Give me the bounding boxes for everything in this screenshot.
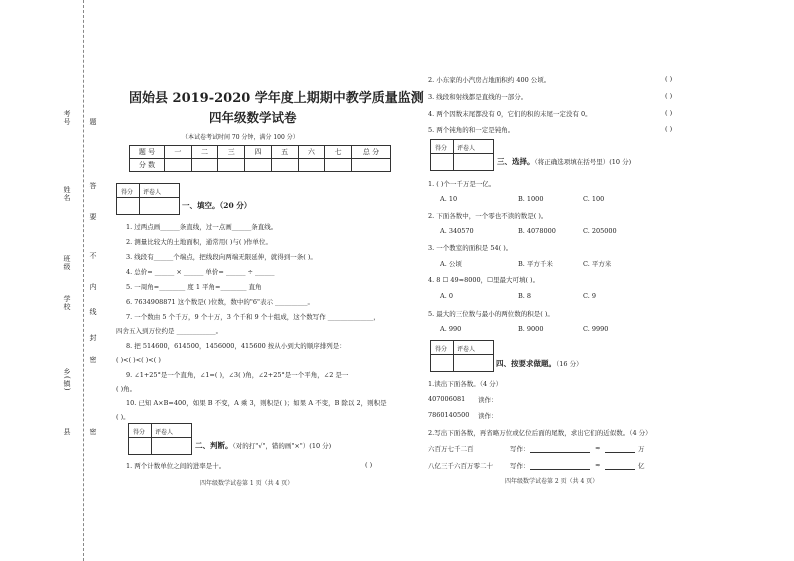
grader-reviewer-label: 评卷人: [143, 189, 162, 196]
sec1-q2: 2. 测量比较大的土地面积，通常用( )与( )作单位。: [126, 238, 273, 246]
exam-note: （本试卷考试时间 70 分钟，满分 100 分）: [182, 134, 299, 141]
sec4-n2: 7860140500: [428, 411, 470, 419]
sec4-yi: 亿: [638, 462, 645, 470]
sec2-q5-paren: ( ): [665, 125, 673, 133]
sec2-q1: 1. 两个计数单位之间的进率是十。: [126, 462, 226, 470]
score-head-2: 二: [191, 146, 218, 159]
sec2-title: [195, 440, 331, 451]
sec3-q1-c: C. 100: [583, 195, 605, 203]
score-cell: [298, 159, 325, 172]
sec2-q2-paren: ( ): [665, 75, 673, 83]
side-yao: 要: [89, 213, 97, 221]
sec4-answer-line: [605, 452, 635, 453]
grader-box-1: [116, 183, 180, 215]
sec3-q3-a: A. 公顷: [440, 260, 462, 268]
sec2-q4-paren: ( ): [665, 109, 673, 117]
sec1-title: 一、填空。（20 分）: [182, 201, 252, 210]
sec4-p1: 1.读出下面各数。（4 分）: [428, 380, 503, 388]
sec1-q8: 8. 把 514600，614500，1456000，415600 按从小到大的顺序排列是：: [126, 342, 346, 350]
score-cell: [245, 159, 272, 172]
sec4-p2: 2.写出下面各数，再省略万位或亿位后面的尾数，求出它们的近似数。（4 分）: [428, 429, 652, 437]
score-head-7: 七: [325, 146, 352, 159]
sec4-title-text: 四、按要求做题。: [496, 359, 556, 368]
sec4-approx-2: ≈: [595, 461, 601, 469]
side-da: 答: [89, 182, 97, 190]
score-cell: [165, 159, 192, 172]
side-bu: 不: [89, 252, 97, 260]
side-nei: 内: [89, 283, 97, 291]
sec3-q4: 4. 8 ☐ 49≈8000，☐里最大可填( )。: [428, 276, 540, 284]
score-head-label: 题 号: [130, 146, 165, 159]
grader-reviewer-label: 评卷人: [457, 346, 476, 353]
sec3-q5-a: A. 990: [440, 325, 462, 333]
exam-subtitle: 四年级数学试卷: [209, 110, 297, 125]
binding-line: [83, 0, 84, 561]
sec4-approx-1: ≈: [595, 444, 601, 452]
score-cell: [352, 159, 391, 172]
sec2-title-text: 二、判断。: [195, 441, 233, 450]
grader-reviewer-label: 评卷人: [155, 429, 174, 436]
sec3-q5-c: C. 9990: [583, 325, 609, 333]
sec1-q9b: ( )角。: [116, 385, 137, 393]
score-head-5: 五: [271, 146, 298, 159]
footer-right: 四年级数学试卷第 2 页（共 4 页）: [505, 478, 599, 485]
sec3-hint: （将正确选项填在括号里）(10 分): [534, 158, 632, 166]
sec3-q5: 5. 最大的三位数与最小的两位数的积是( )。: [428, 310, 554, 318]
score-head-3: 三: [218, 146, 245, 159]
sec1-q9: 9. ∠1+25°是一个直角，∠1=( )，∠3( )角，∠2+25°是一个平角，∠2 是一: [126, 371, 349, 379]
score-cell: [191, 159, 218, 172]
grader-box-4: [430, 340, 494, 372]
side-banji: 班级: [63, 255, 71, 271]
side-mi: 密: [89, 356, 97, 364]
sec1-q5: 5. 一周角=________ 度 1 平角=________ 直角: [126, 283, 262, 291]
sec3-q2: 2. 下面各数中，一个零也不读的数是( )。: [428, 212, 548, 220]
sec4-write-2: 写作：: [510, 462, 530, 470]
side-mi-2: 密: [89, 428, 97, 436]
sec3-q4-c: C. 9: [583, 292, 597, 300]
side-xingming: 姓名: [63, 186, 71, 202]
sec4-read-1: 读作：: [478, 396, 498, 404]
sec3-q2-b: B. 4078000: [518, 227, 556, 235]
sec4-title: [496, 358, 583, 369]
score-head-6: 六: [298, 146, 325, 159]
score-cell: [218, 159, 245, 172]
sec2-hint: （对的打"√"，错的画"×"）(10 分): [232, 442, 332, 450]
exam-title: 固始县 2019-2020 学年度上期期中教学质量监测: [129, 91, 424, 106]
sec3-title: [497, 156, 631, 167]
side-kaohao: 考号: [63, 110, 71, 126]
side-xiangzhen: 乡(镇): [63, 368, 71, 392]
sec3-title-text: 三、选择。: [497, 157, 535, 166]
sec4-wan: 万: [638, 445, 645, 453]
sec3-q3-c: C. 平方米: [583, 260, 612, 268]
sec2-q3-paren: ( ): [665, 92, 673, 100]
sec2-q5: 5. 两个钝角的和一定是钝角。: [428, 126, 515, 134]
sec4-write-1: 写作：: [510, 445, 530, 453]
sec3-q3-b: B. 平方千米: [518, 260, 553, 268]
sec3-q4-b: B. 8: [518, 292, 532, 300]
grader-box-2: [128, 423, 192, 455]
sec4-w1: 六百万七千二百: [428, 445, 474, 453]
sec4-answer-line: [530, 452, 590, 453]
sec4-read-2: 读作：: [478, 412, 498, 420]
side-xian2: 县: [63, 428, 71, 436]
footer-left: 四年级数学试卷第 1 页（共 4 页）: [200, 480, 294, 487]
sec4-answer-line: [530, 469, 590, 470]
side-xuexiao: 学校: [63, 295, 71, 311]
sec3-q1: 1. ( )个一千万是一亿。: [428, 180, 496, 188]
sec2-q3: 3. 线段和射线都是直线的一部分。: [428, 93, 528, 101]
sec1-q6: 6. 7634908871 这个数是( )位数，数中的"6"表示 __________。: [126, 298, 315, 306]
sec1-q10: 10. 已知 A×B=400，如果 B 不变，A 乘 3，则积是( )；如果 A 不变，B 除以 2，则积是: [126, 399, 387, 407]
grader-reviewer-label: 评卷人: [457, 145, 476, 152]
sec1-q1: 1. 过两点画______条直线，过一点画______条直线。: [126, 223, 278, 231]
score-table: [129, 145, 391, 172]
side-ti: 题: [89, 118, 97, 126]
sec1-q7b: 四舍五入到万位约是 ____________。: [116, 327, 223, 335]
sec1-q8b: ( )<( )<( )<( ): [116, 356, 161, 364]
score-cell: [271, 159, 298, 172]
grader-score-label: 得分: [121, 189, 134, 196]
sec4-score: （16 分）: [556, 360, 583, 368]
sec3-q2-c: C. 205000: [583, 227, 617, 235]
grader-box-3: [430, 139, 494, 171]
score-head-1: 一: [165, 146, 192, 159]
sec4-n1: 407006081: [428, 395, 466, 403]
grader-score-label: 得分: [133, 429, 146, 436]
side-xian: 线: [89, 308, 97, 316]
sec1-q3: 3. 线段有______个端点，把线段向两端无限延伸，就得到一条( )。: [126, 253, 317, 261]
sec3-q1-b: B. 1000: [518, 195, 544, 203]
score-head-total: 总 分: [352, 146, 391, 159]
sec1-q10b: ( )。: [116, 413, 130, 421]
sec1-q7: 7. 一个数由 5 个千万，9 个十万，3 个千和 9 个十组成，这个数写作 ______________，: [126, 313, 380, 321]
sec1-q4: 4. 总价= ______ × ______ 单价= ______ ÷ ______: [126, 268, 275, 276]
sec3-q5-b: B. 9000: [518, 325, 544, 333]
sec2-q4: 4. 两个因数末尾都没有 0，它们的积的末尾一定没有 0。: [428, 110, 592, 118]
sec3-q3: 3. 一个教室的面积是 54( )。: [428, 244, 513, 252]
sec3-q1-a: A. 10: [440, 195, 458, 203]
grader-score-label: 得分: [435, 346, 448, 353]
score-head-4: 四: [245, 146, 272, 159]
sec3-q4-a: A. 0: [440, 292, 453, 300]
sec3-q2-a: A. 340570: [440, 227, 474, 235]
side-feng: 封: [89, 334, 97, 342]
sec2-q2: 2. 小东家的小汽房占地面积约 400 公顷。: [428, 76, 551, 84]
sec2-q1-paren: ( ): [365, 461, 373, 469]
score-cell: [325, 159, 352, 172]
sec4-w2: 八亿三千六百万零二十: [428, 462, 493, 470]
sec4-answer-line: [605, 469, 635, 470]
grader-score-label: 得分: [435, 145, 448, 152]
score-row-label: 分 数: [130, 159, 165, 172]
